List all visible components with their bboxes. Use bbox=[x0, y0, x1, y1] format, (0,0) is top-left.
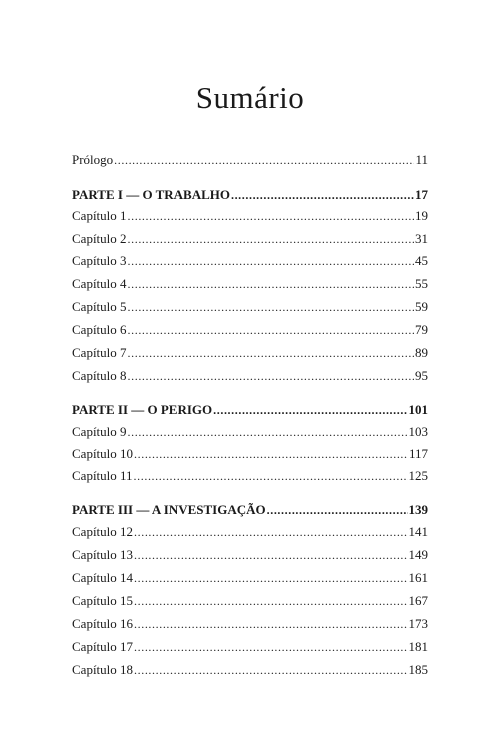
toc-page-number: 103 bbox=[408, 424, 428, 439]
toc-entry-label: Capítulo 2 bbox=[72, 231, 127, 246]
toc-entry bbox=[72, 637, 428, 657]
toc-part-entry bbox=[72, 185, 428, 205]
dot-leader bbox=[134, 660, 407, 680]
toc-entry bbox=[72, 545, 428, 565]
toc-entry bbox=[72, 251, 428, 271]
dot-leader bbox=[134, 466, 408, 486]
toc-page-number: 45 bbox=[415, 253, 428, 268]
toc-page-number: 101 bbox=[408, 402, 428, 417]
toc-page-number: 117 bbox=[408, 446, 428, 461]
toc-page-number: 149 bbox=[408, 547, 428, 562]
toc-entry-label: Capítulo 5 bbox=[72, 299, 127, 314]
toc-entry-label: Capítulo 10 bbox=[72, 446, 134, 461]
toc-entry-label: Capítulo 9 bbox=[72, 424, 127, 439]
toc-entry-label: Capítulo 18 bbox=[72, 662, 134, 677]
toc-page-number: 59 bbox=[415, 299, 428, 314]
toc-entry-label: PARTE III — A INVESTIGAÇÃO bbox=[72, 502, 266, 517]
toc-entry bbox=[72, 614, 428, 634]
dot-leader bbox=[134, 545, 407, 565]
toc-entry bbox=[72, 444, 428, 464]
toc-page-number: 185 bbox=[408, 662, 428, 677]
toc-page-number: 95 bbox=[415, 368, 428, 383]
toc-entry bbox=[72, 320, 428, 340]
toc-entry-label: Capítulo 4 bbox=[72, 276, 127, 291]
toc-entry bbox=[72, 206, 428, 226]
dot-leader bbox=[128, 297, 414, 317]
dot-leader bbox=[134, 444, 408, 464]
dot-leader bbox=[267, 500, 408, 520]
toc-page-number: 161 bbox=[408, 570, 428, 585]
toc-page-number: 141 bbox=[408, 524, 428, 539]
dot-leader bbox=[134, 591, 407, 611]
toc-entry-label: Prólogo bbox=[72, 152, 114, 167]
toc-page-number: 19 bbox=[415, 208, 428, 223]
dot-leader bbox=[213, 400, 407, 420]
dot-leader bbox=[128, 274, 414, 294]
toc-entry bbox=[72, 274, 428, 294]
toc-entry-label: Capítulo 1 bbox=[72, 208, 127, 223]
toc-page-number: 173 bbox=[408, 616, 428, 631]
toc-entry-label: Capítulo 11 bbox=[72, 468, 133, 483]
toc-entry bbox=[72, 466, 428, 486]
toc-entry-label: PARTE I — O TRABALHO bbox=[72, 187, 230, 202]
toc-entry bbox=[72, 591, 428, 611]
toc-entry bbox=[72, 343, 428, 363]
dot-leader bbox=[128, 422, 408, 442]
toc-entry bbox=[72, 422, 428, 442]
dot-leader bbox=[231, 185, 414, 205]
toc-entry-label: Capítulo 12 bbox=[72, 524, 134, 539]
toc-part-entry bbox=[72, 400, 428, 420]
dot-leader bbox=[114, 150, 414, 170]
dot-leader bbox=[128, 229, 414, 249]
toc-page-number: 31 bbox=[415, 231, 428, 246]
toc-entry-label: Capítulo 15 bbox=[72, 593, 134, 608]
toc-entry bbox=[72, 229, 428, 249]
toc-entry-label: Capítulo 16 bbox=[72, 616, 134, 631]
dot-leader bbox=[134, 522, 407, 542]
toc-entry-label: Capítulo 6 bbox=[72, 322, 127, 337]
toc-page-number: 181 bbox=[408, 639, 428, 654]
dot-leader bbox=[128, 320, 414, 340]
toc-page-number: 125 bbox=[408, 468, 428, 483]
toc-entry bbox=[72, 150, 428, 170]
dot-leader bbox=[128, 206, 414, 226]
dot-leader bbox=[134, 614, 407, 634]
toc-entry bbox=[72, 568, 428, 588]
toc-page-number: 79 bbox=[415, 322, 428, 337]
toc-entry-label: PARTE II — O PERIGO bbox=[72, 402, 213, 417]
toc-page-number: 89 bbox=[415, 345, 428, 360]
toc-page-number: 139 bbox=[408, 502, 428, 517]
toc-entry-label: Capítulo 13 bbox=[72, 547, 134, 562]
toc-entry-label: Capítulo 7 bbox=[72, 345, 127, 360]
toc-page-number: 11 bbox=[415, 152, 428, 167]
dot-leader bbox=[134, 568, 407, 588]
toc-entry bbox=[72, 366, 428, 386]
toc-page-number: 55 bbox=[415, 276, 428, 291]
page-title: Sumário bbox=[195, 80, 305, 115]
toc-entry-label: Capítulo 8 bbox=[72, 368, 127, 383]
toc-entry bbox=[72, 297, 428, 317]
toc-entry bbox=[72, 660, 428, 680]
toc-page-number: 167 bbox=[408, 593, 428, 608]
dot-leader bbox=[128, 251, 414, 271]
toc-entry-label: Capítulo 14 bbox=[72, 570, 134, 585]
dot-leader bbox=[134, 637, 407, 657]
toc-page-number: 17 bbox=[415, 187, 428, 202]
toc-entry-label: Capítulo 3 bbox=[72, 253, 127, 268]
toc-entry-label: Capítulo 17 bbox=[72, 639, 134, 654]
dot-leader bbox=[128, 343, 414, 363]
toc-entry bbox=[72, 522, 428, 542]
dot-leader bbox=[128, 366, 414, 386]
toc-part-entry bbox=[72, 500, 428, 520]
